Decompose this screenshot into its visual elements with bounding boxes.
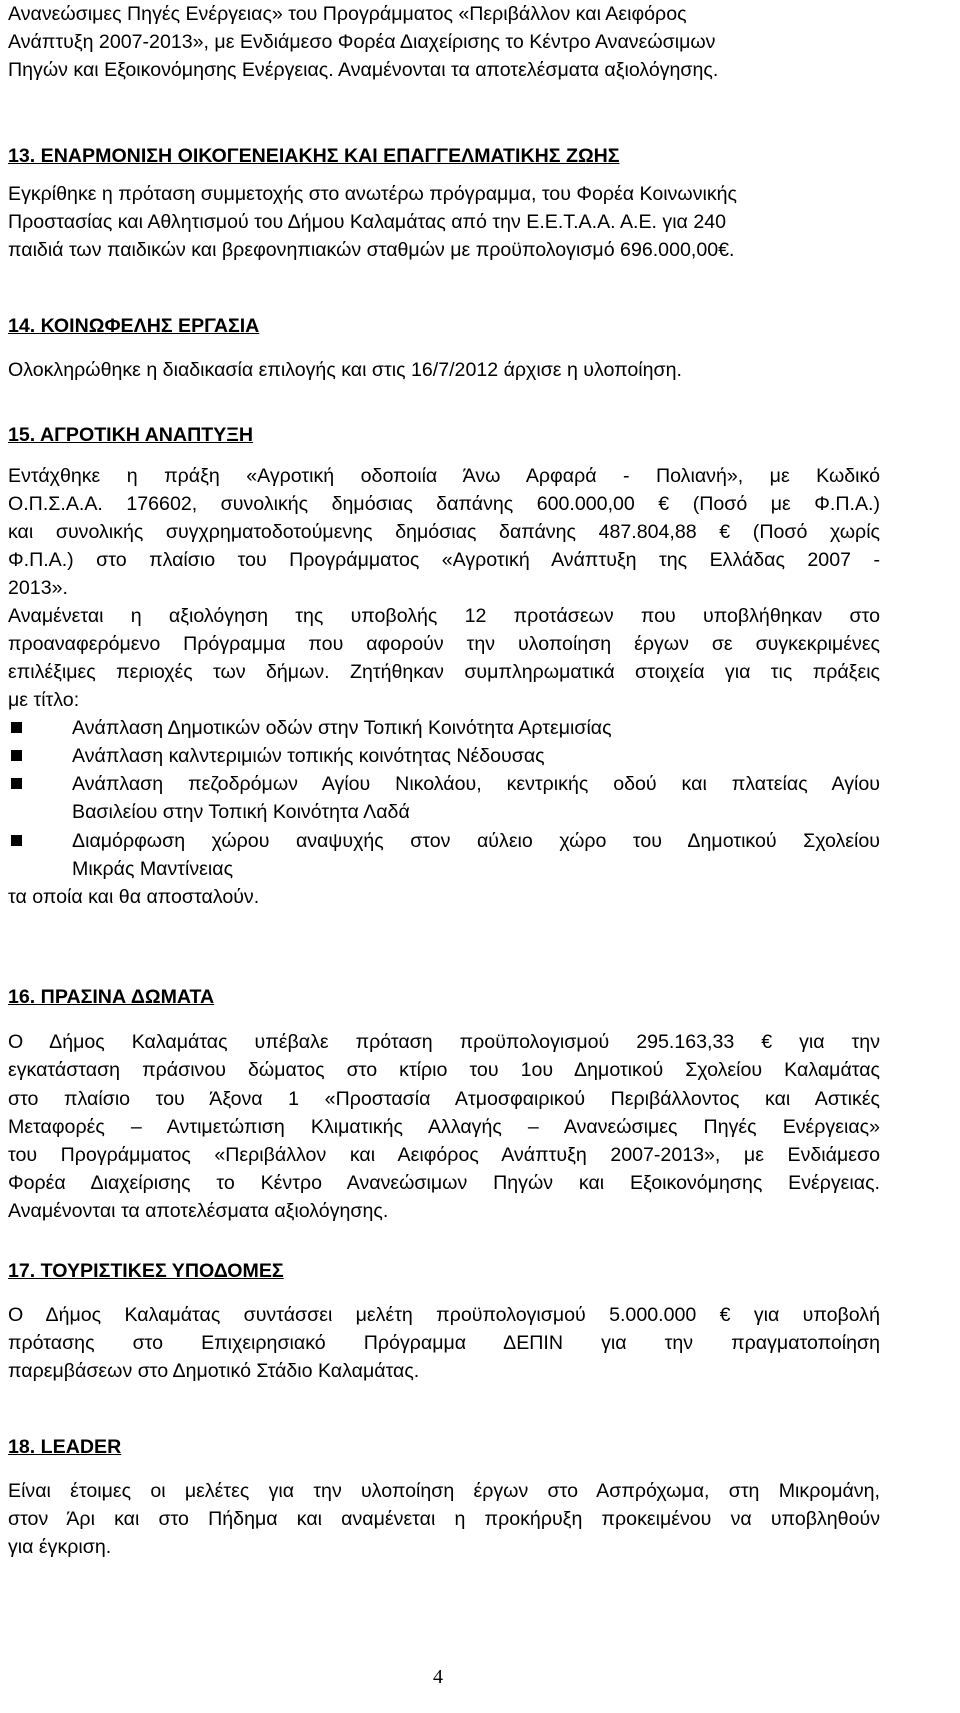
list-item-text: Διαμόρφωση χώρου αναψυχής στον αύλειο χώρο του Δημοτικού Σχολείου [72, 830, 880, 852]
list-item-text: Βασιλείου στην Τοπική Κοινότητα Λαδά [72, 801, 410, 823]
paragraph-line: εγκατάσταση πράσινου δώματος στο κτίριο του 1ου Δημοτικού Σχολείου Καλαμάτας [8, 1059, 880, 1081]
section-heading-text: 17. ΤΟΥΡΙΣΤΙΚΕΣ ΥΠΟΔΟΜΕΣ [8, 1260, 284, 1282]
paragraph-line: στον Άρι και στο Πήδημα και αναμένεται η προκήρυξη προκειμένου να υποβληθούν [8, 1508, 880, 1530]
paragraph-line: παρεμβάσεων στο Δημοτικό Στάδιο Καλαμάτας. [8, 1360, 420, 1382]
section-heading-15 [8, 423, 253, 447]
paragraph-line: Ολοκληρώθηκε η διαδικασία επιλογής και στις 16/7/2012 άρχισε η υλοποίηση. [8, 359, 682, 381]
paragraph-line: προαναφερόμενο Πρόγραμμα που αφορούν την υλοποίηση έργων σε συγκεκριμένες [8, 633, 880, 655]
section-heading-text: 18. LEADER [8, 1436, 122, 1458]
list-item-text: Ανάπλαση καλντεριμιών τοπικής κοινότητας Νέδουσας [72, 745, 545, 767]
paragraph-line: στο πλαίσιο του Άξονα 1 «Προστασία Ατμοσφαιρικού Περιβάλλοντος και Αστικές [8, 1088, 880, 1110]
section-heading-16 [8, 985, 214, 1009]
paragraph-line: επιλέξιμες περιοχές των δήμων. Ζητήθηκαν συμπληρωματικά στοιχεία για τις πράξεις [8, 661, 880, 683]
paragraph-line: με τίτλο: [8, 689, 80, 711]
paragraph-line: Είναι έτοιμες οι μελέτες για την υλοποίηση έργων στο Ασπρόχωμα, στη Μικρομάνη, [8, 1480, 880, 1502]
section-heading-18 [8, 1435, 121, 1459]
paragraph-line: Ανανεώσιμες Πηγές Ενέργειας» του Προγράμματος «Περιβάλλον και Αειφόρος [8, 3, 687, 25]
paragraph-line: τα οποία και θα αποσταλούν. [8, 886, 260, 908]
paragraph-line: Φ.Π.Α.) στο πλαίσιο του Προγράμματος «Αγροτική Ανάπτυξη της Ελλάδας 2007 - [8, 549, 880, 571]
section-heading-14 [8, 314, 259, 338]
paragraph-line: Μεταφορές – Αντιμετώπιση Κλιματικής Αλλαγής – Ανανεώσιμες Πηγές Ενέργειας» [8, 1116, 880, 1138]
paragraph-line: Εγκρίθηκε η πρόταση συμμετοχής στο ανωτέρω πρόγραμμα, του Φορέα Κοινωνικής [8, 183, 737, 205]
section-heading-text: 14. ΚΟΙΝΩΦΕΛΗΣ ΕΡΓΑΣΙΑ [8, 315, 260, 337]
square-bullet-icon [11, 835, 22, 846]
square-bullet-icon [11, 778, 22, 789]
paragraph-line: και συνολικής συγχρηματοδοτούμενης δημόσιας δαπάνης 487.804,88 € (Ποσό χωρίς [8, 521, 880, 543]
section-heading-text: 15. ΑΓΡΟΤΙΚΗ ΑΝΑΠΤΥΞΗ [8, 424, 254, 446]
list-item-text: Μικράς Μαντίνειας [72, 858, 234, 880]
paragraph-line: Ο Δήμος Καλαμάτας συντάσσει μελέτη προϋπολογισμού 5.000.000 € για υποβολή [8, 1304, 880, 1326]
paragraph-line: για έγκριση. [8, 1536, 112, 1558]
section-heading-17 [8, 1259, 284, 1283]
list-item-text: Ανάπλαση πεζοδρόμων Αγίου Νικολάου, κεντρικής οδού και πλατείας Αγίου [72, 773, 880, 795]
paragraph-line: πρότασης στο Επιχειρησιακό Πρόγραμμα ΔΕΠΙΝ για την πραγματοποίηση [8, 1332, 880, 1354]
list-item-text: Ανάπλαση Δημοτικών οδών στην Τοπική Κοινότητα Αρτεμισίας [72, 717, 612, 739]
paragraph-line: παιδιά των παιδικών και βρεφονηπιακών σταθμών με προϋπολογισμό 696.000,00€. [8, 239, 735, 261]
paragraph-line: Ο Δήμος Καλαμάτας υπέβαλε πρόταση προϋπολογισμού 295.163,33 € για την [8, 1031, 880, 1053]
section-heading-13: 13. ΕΝΑΡΜΟΝΙΣΗ ΟΙΚΟΓΕΝΕΙΑΚΗΣ ΚΑΙ ΕΠΑΓΓΕΛΜΑΤΙΚΗΣ ΖΩΗΣ [8, 145, 620, 167]
paragraph-line: Αναμένεται η αξιολόγηση της υποβολής 12 προτάσεων που υποβλήθηκαν στο [8, 605, 880, 627]
paragraph-line: Πηγών και Εξοικονόμησης Ενέργειας. Αναμένονται τα αποτελέσματα αξιολόγησης. [8, 59, 719, 81]
paragraph-line: Προστασίας και Αθλητισμού του Δήμου Καλαμάτας από την Ε.Ε.Τ.Α.Α. Α.Ε. για 240 [8, 211, 727, 233]
paragraph-line: του Προγράμματος «Περιβάλλον και Αειφόρος Ανάπτυξη 2007-2013», με Ενδιάμεσο [8, 1144, 880, 1166]
paragraph-line: Εντάχθηκε η πράξη «Αγροτική οδοποιία Άνω Αρφαρά - Πολιανή», με Κωδικό [8, 465, 880, 487]
paragraph-line: Ανάπτυξη 2007-2013», με Ενδιάμεσο Φορέα Διαχείρισης το Κέντρο Ανανεώσιμων [8, 31, 716, 53]
paragraph-line: Ο.Π.Σ.Α.Α. 176602, συνολικής δημόσιας δαπάνης 600.000,00 € (Ποσό με Φ.Π.Α.) [8, 493, 880, 515]
square-bullet-icon [11, 750, 22, 761]
paragraph-line: Αναμένονται τα αποτελέσματα αξιολόγησης. [8, 1200, 389, 1222]
section-heading-text: 16. ΠΡΑΣΙΝΑ ΔΩΜΑΤΑ [8, 986, 215, 1008]
paragraph-line: Φορέα Διαχείρισης το Κέντρο Ανανεώσιμων Πηγών και Εξοικονόμησης Ενέργειας. [8, 1172, 880, 1194]
paragraph-line: 2013». [8, 577, 68, 599]
page-number: 4 [433, 1666, 443, 1688]
square-bullet-icon [11, 722, 22, 733]
